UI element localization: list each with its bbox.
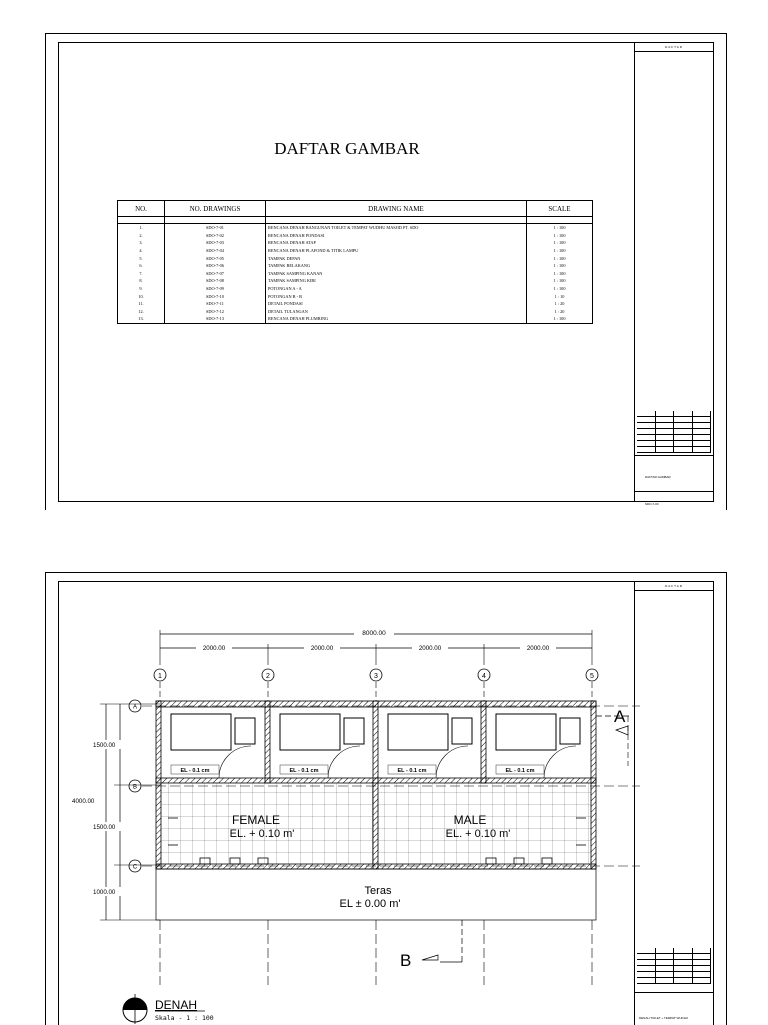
row-code: SDO-7-03 <box>165 239 266 247</box>
male-room-label: MALE <box>453 813 487 827</box>
grid-col-label: 1 <box>158 673 162 680</box>
plan-title-block <box>123 994 214 1024</box>
door-swing <box>219 746 251 778</box>
grid-row-label: C <box>132 864 138 871</box>
grid-extensions <box>160 920 592 985</box>
toilet-level-label: EL - 0.1 cm <box>505 768 535 774</box>
row-drawing-name: POTONGAN B - B <box>266 292 527 300</box>
row-no: 7. <box>118 270 165 278</box>
row-no: 4. <box>118 247 165 255</box>
dim-left-1: 1500.00 <box>93 742 116 749</box>
grid-col-label: 4 <box>482 673 486 680</box>
row-code: SDO-7-10 <box>165 292 266 300</box>
row-scale: 1 : 10 <box>527 292 593 300</box>
door-swing <box>436 746 468 778</box>
grid-col-label: 3 <box>374 673 378 680</box>
row-code: SDO-7-11 <box>165 300 266 308</box>
row-drawing-name: TAMPAK DEPAN <box>266 254 527 262</box>
row-drawing-name: RENCANA DENAH PLAFOND & TITIK LAMPU <box>266 247 527 255</box>
row-code: SDO-7-08 <box>165 277 266 285</box>
row-scale: 1 : 20 <box>527 308 593 316</box>
grid-col-label: 2 <box>266 673 270 680</box>
row-no: 6. <box>118 262 165 270</box>
row-scale: 1 : 100 <box>527 262 593 270</box>
row-drawing-name: TAMPAK SAMPING KANAN <box>266 270 527 278</box>
dim-bay-label: 2000.00 <box>310 645 334 652</box>
row-drawing-name: RENCANA DENAH BANGUNAN TOILET & TEMPAT WUDHU MASJID PT. SDO <box>266 224 527 232</box>
row-scale: 1 : 100 <box>527 239 593 247</box>
row-scale: 1 : 100 <box>527 285 593 293</box>
title-block-code: SDO-7-00 <box>645 502 659 506</box>
section-a-label: A <box>614 707 626 726</box>
row-no: 5. <box>118 254 165 262</box>
row-no: 1. <box>118 224 165 232</box>
title-block-drawing-title: DENAH TOILET + TEMPAT WUDHU <box>639 1016 689 1020</box>
dim-bay-label: 2000.00 <box>202 645 226 652</box>
row-drawing-name: RENCANA DENAH PONDASI <box>266 232 527 240</box>
row-code: SDO-7-01 <box>165 224 266 232</box>
row-scale: 1 : 100 <box>527 315 593 323</box>
row-drawing-name: TAMPAK SAMPING KIRI <box>266 277 527 285</box>
row-no: 13. <box>118 315 165 323</box>
plan-scale: Skala - 1 : 100 <box>155 1014 214 1022</box>
dim-left-3: 1000.00 <box>93 889 116 896</box>
row-scale: 1 : 100 <box>527 232 593 240</box>
toilet-bowl <box>235 718 255 744</box>
col-scale: SCALE <box>527 201 593 217</box>
section-b-label: B <box>400 951 412 970</box>
toilet-bowl <box>560 718 580 744</box>
row-scale: 1 : 100 <box>527 254 593 262</box>
section-a-marker <box>596 707 632 766</box>
row-no: 12. <box>118 308 165 316</box>
row-code: SDO-7-12 <box>165 308 266 316</box>
row-no: 9. <box>118 285 165 293</box>
row-scale: 1 : 100 <box>527 277 593 285</box>
row-no: 10. <box>118 292 165 300</box>
left-dimension <box>70 704 160 920</box>
shower-basin <box>280 714 340 750</box>
teras-level: EL ± 0.00 m' <box>339 898 401 910</box>
section-b-marker <box>400 920 462 970</box>
dim-total-label: 8000.00 <box>362 630 386 637</box>
row-no: 3. <box>118 239 165 247</box>
dim-bay-label: 2000.00 <box>526 645 550 652</box>
plan-title: DENAH <box>155 998 198 1012</box>
top-dimension <box>160 628 592 665</box>
grid-col-label: 5 <box>590 673 594 680</box>
row-code: SDO-7-06 <box>165 262 266 270</box>
row-code: SDO-7-13 <box>165 315 266 323</box>
row-drawing-name: TAMPAK BELAKANG <box>266 262 527 270</box>
toilet-level-label: EL - 0.1 cm <box>397 768 427 774</box>
toilet-level-label: EL - 0.1 cm <box>289 768 319 774</box>
row-drawing-name: POTONGAN A - A <box>266 285 527 293</box>
shower-basin <box>388 714 448 750</box>
row-no: 2. <box>118 232 165 240</box>
female-room-level: EL. + 0.10 m' <box>229 828 295 840</box>
grid-row-label: A <box>132 704 138 711</box>
row-drawing-name: DETAIL PONDASI <box>266 300 527 308</box>
title-block-header: DAFTAR <box>665 45 683 49</box>
shower-basin <box>171 714 231 750</box>
title-block-drawing-title: DAFTAR GAMBAR <box>645 475 671 479</box>
toilet-bowl <box>452 718 472 744</box>
row-drawing-name: RENCANA DENAH ATAP <box>266 239 527 247</box>
row-drawing-name: DETAIL TULANGAN <box>266 308 527 316</box>
door-swing <box>328 746 360 778</box>
row-code: SDO-7-07 <box>165 270 266 278</box>
door-swing <box>544 746 576 778</box>
grid-columns <box>154 669 598 701</box>
female-room-label: FEMALE <box>231 813 281 827</box>
grid-row-label: B <box>132 784 138 791</box>
row-drawing-name: RENCANA DENAH PLUMBING <box>266 315 527 323</box>
toilet-bowl <box>344 718 364 744</box>
title-block-header: DAFTAR <box>665 584 683 588</box>
row-no: 11. <box>118 300 165 308</box>
row-scale: 1 : 100 <box>527 247 593 255</box>
row-no: 8. <box>118 277 165 285</box>
row-code: SDO-7-05 <box>165 254 266 262</box>
row-scale: 1 : 100 <box>527 270 593 278</box>
row-code: SDO-7-04 <box>165 247 266 255</box>
shower-basin <box>496 714 556 750</box>
male-room-level: EL. + 0.10 m' <box>445 828 511 840</box>
row-scale: 1 : 20 <box>527 300 593 308</box>
dim-bay-label: 2000.00 <box>418 645 442 652</box>
teras-label: Teras <box>364 885 392 897</box>
col-no: NO. <box>118 201 165 217</box>
toilet-level-label: EL - 0.1 cm <box>180 768 210 774</box>
dim-left-2: 1500.00 <box>93 824 116 831</box>
col-no-drawings: NO. DRAWINGS <box>165 201 266 217</box>
row-code: SDO-7-02 <box>165 232 266 240</box>
row-code: SDO-7-09 <box>165 285 266 293</box>
sheet-title: DAFTAR GAMBAR <box>274 139 420 158</box>
dim-left-total: 4000.00 <box>72 798 95 805</box>
row-scale: 1 : 100 <box>527 224 593 232</box>
col-drawing-name: DRAWING NAME <box>266 201 527 217</box>
